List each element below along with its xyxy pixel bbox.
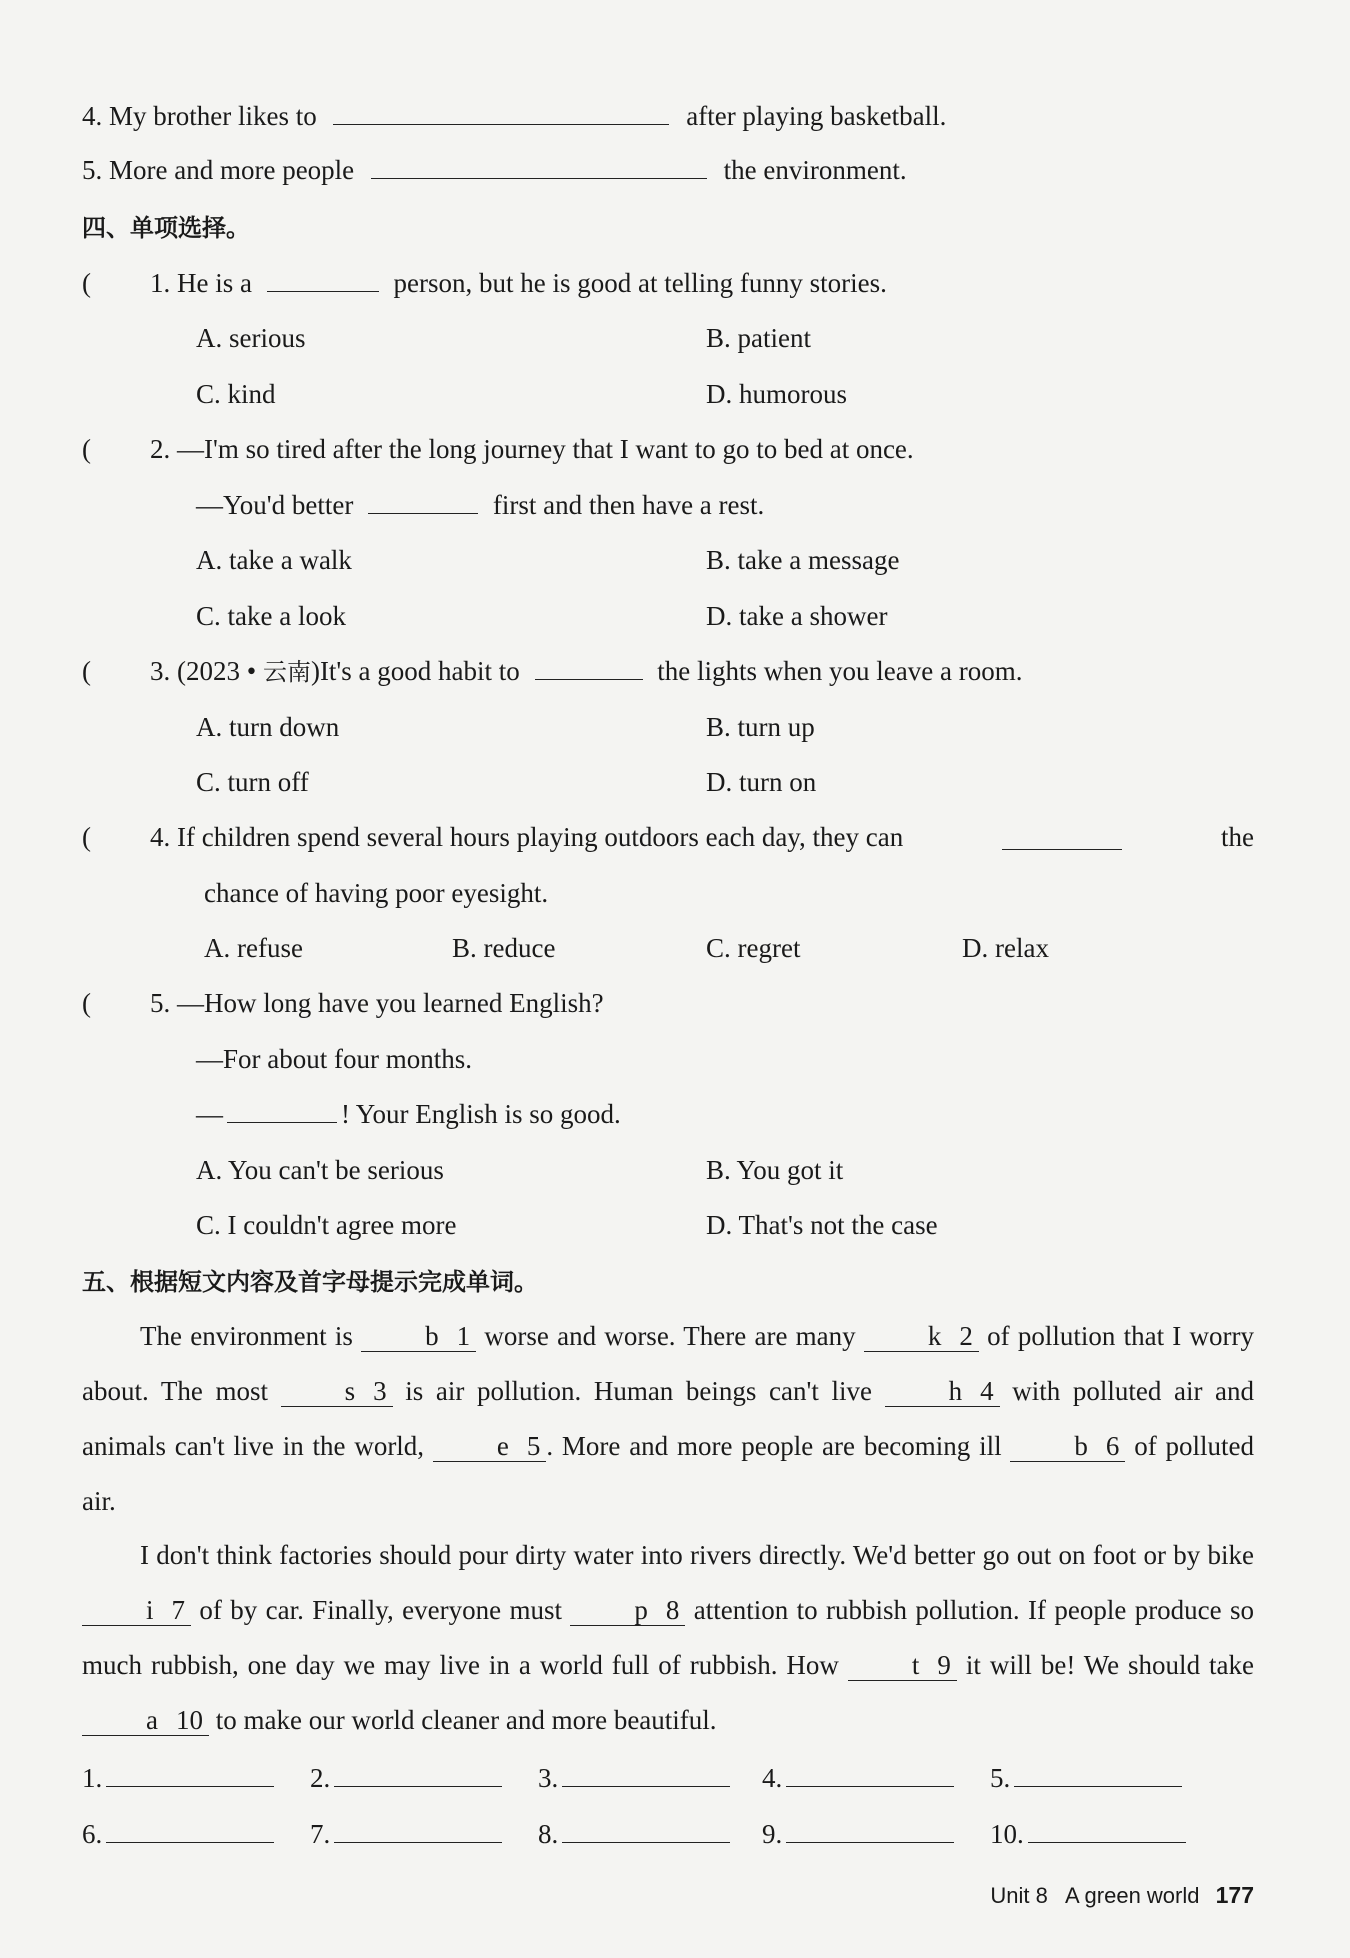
hint-letter: b: [425, 1321, 439, 1351]
hint-blank-9[interactable]: [848, 1650, 957, 1681]
hint-letter: a: [146, 1705, 158, 1735]
passage-text: to make our world cleaner and more beautiful.: [215, 1705, 717, 1735]
question-text: 3. (2023 •: [150, 656, 263, 686]
hint-letter: t: [911, 1650, 920, 1680]
answer-blank[interactable]: [786, 1816, 954, 1843]
question-text: the lights when you leave a room.: [657, 656, 1023, 686]
hint-number: 4: [980, 1376, 994, 1406]
hint-number: 9: [937, 1650, 951, 1680]
hint-blank-4[interactable]: [885, 1376, 1000, 1407]
question-text: 4. If children spend several hours playing outdoors each day, they can: [150, 822, 904, 852]
hint-letter: b: [1074, 1431, 1088, 1461]
answer-number: 4.: [762, 1763, 783, 1793]
answer-line-10: [990, 1814, 1186, 1854]
section-4-title: 四、单项选择。: [82, 214, 250, 242]
hint-number: 5: [526, 1431, 541, 1461]
question-text: the: [1220, 822, 1254, 852]
answer-line-5: [990, 1758, 1182, 1798]
mc-question-2-line2: [196, 485, 764, 525]
region-label: 云南: [262, 658, 311, 686]
page-footer: [990, 1882, 1254, 1909]
option-b[interactable]: B. reduce: [452, 933, 556, 963]
answer-line-4: [762, 1758, 954, 1798]
answer-blank[interactable]: [535, 653, 643, 680]
hint-letter: h: [948, 1376, 963, 1406]
hint-blank-1[interactable]: [361, 1321, 476, 1352]
passage-paragraph-1: [82, 1309, 1254, 1529]
hint-blank-10[interactable]: [82, 1705, 209, 1736]
page-number: 177: [1215, 1882, 1254, 1908]
answer-paren[interactable]: (: [82, 268, 91, 298]
answer-paren[interactable]: (: [82, 434, 91, 464]
answer-blank[interactable]: [1002, 823, 1122, 850]
mc-question-2: 2. —I'm so tired after the long journey that I want to go to bed at once.: [150, 434, 914, 464]
passage-text: of by car. Finally, everyone must: [199, 1595, 562, 1625]
answer-line-1: [82, 1758, 274, 1798]
answer-number: 9.: [762, 1819, 783, 1849]
passage-text: . More and more people are becoming ill: [546, 1431, 1002, 1461]
hint-blank-2[interactable]: [864, 1321, 979, 1352]
hint-number: 3: [373, 1376, 387, 1406]
hint-blank-3[interactable]: [281, 1376, 393, 1407]
answer-line-7: [310, 1814, 502, 1854]
section-5-title: 五、根据短文内容及首字母提示完成单词。: [82, 1268, 538, 1296]
passage-text: The environment is: [140, 1321, 353, 1351]
option-d[interactable]: D. humorous: [706, 379, 847, 409]
mc-question-5-line2: —For about four months.: [196, 1044, 472, 1074]
answer-number: 7.: [310, 1819, 331, 1849]
answer-blank[interactable]: [1028, 1816, 1186, 1843]
answer-blank[interactable]: [106, 1760, 274, 1787]
option-d[interactable]: D. take a shower: [706, 601, 888, 631]
answer-number: 6.: [82, 1819, 103, 1849]
hint-number: 8: [665, 1595, 680, 1625]
answer-line-3: [538, 1758, 730, 1798]
hint-letter: s: [344, 1376, 356, 1406]
answer-number: 5.: [990, 1763, 1011, 1793]
passage-text: of polluted air.: [82, 1431, 1255, 1516]
option-b[interactable]: B. You got it: [706, 1155, 844, 1185]
passage-text: is air pollution. Human beings can't live: [405, 1376, 872, 1406]
answer-number: 3.: [538, 1763, 559, 1793]
question-text: —You'd better: [196, 490, 354, 520]
mc-question-3: [150, 651, 1022, 692]
option-b[interactable]: B. take a message: [706, 545, 900, 575]
answer-blank[interactable]: [333, 98, 669, 125]
option-b[interactable]: B. turn up: [706, 712, 815, 742]
unit-title: A green world: [1064, 1883, 1200, 1908]
question-text: ! Your English is so good.: [341, 1099, 621, 1129]
answer-line-2: [310, 1758, 502, 1798]
answer-line-8: [538, 1814, 730, 1854]
hint-number: 7: [171, 1595, 186, 1625]
question-text: 1. He is a: [150, 268, 252, 298]
option-a[interactable]: A. serious: [196, 323, 306, 353]
answer-blank[interactable]: [267, 265, 379, 292]
answer-blank[interactable]: [786, 1760, 954, 1787]
passage-text: with polluted air and animals can't live in the world,: [82, 1376, 1255, 1461]
option-a[interactable]: A. You can't be serious: [196, 1155, 444, 1185]
option-a[interactable]: A. take a walk: [196, 545, 352, 575]
hint-blank-5[interactable]: [433, 1431, 546, 1462]
passage-text: I don't think factories should pour dirty water into rivers directly. We'd better go out on foot or by bike: [140, 1540, 1254, 1570]
answer-number: 1.: [82, 1763, 103, 1793]
item-text: the environment.: [723, 155, 907, 185]
answer-line-9: [762, 1814, 954, 1854]
hint-letter: p: [634, 1595, 648, 1625]
question-text: person, but he is good at telling funny stories.: [393, 268, 887, 298]
passage-text: attention to rubbish pollution. If people produce so much rubbish, one day we may live in a world full of rubbish. How: [82, 1595, 1255, 1680]
answer-number: 8.: [538, 1819, 559, 1849]
option-c[interactable]: C. kind: [196, 379, 276, 409]
passage-text: of pollution that I worry about. The most: [82, 1321, 1255, 1406]
hint-blank-6[interactable]: [1010, 1431, 1125, 1462]
answer-paren[interactable]: (: [82, 988, 91, 1018]
answer-paren[interactable]: (: [82, 822, 91, 852]
option-c[interactable]: C. I couldn't agree more: [196, 1210, 457, 1240]
hint-blank-7[interactable]: [82, 1595, 191, 1626]
question-text: )It's a good habit to: [310, 656, 520, 686]
hint-number: 2: [959, 1321, 973, 1351]
option-d[interactable]: D. That's not the case: [706, 1210, 938, 1240]
mc-question-4: [150, 817, 1254, 857]
answer-blank[interactable]: [368, 487, 478, 514]
mc-question-1: [150, 263, 887, 303]
hint-number: 10: [175, 1705, 203, 1735]
passage-text: it will be! We should take: [965, 1650, 1254, 1680]
answer-blank[interactable]: [106, 1816, 274, 1843]
item-number: 4.: [82, 101, 103, 131]
option-b[interactable]: B. patient: [706, 323, 811, 353]
passage-text: worse and worse. There are many: [484, 1321, 856, 1351]
answer-blank[interactable]: [227, 1096, 337, 1123]
mc-question-5: 5. —How long have you learned English?: [150, 988, 604, 1018]
mc-question-4-line2: chance of having poor eyesight.: [204, 878, 549, 908]
option-c[interactable]: C. take a look: [196, 601, 346, 631]
option-a[interactable]: A. turn down: [196, 712, 340, 742]
answer-blank[interactable]: [371, 152, 707, 179]
hint-letter: k: [927, 1321, 942, 1351]
hint-number: 1: [456, 1321, 471, 1351]
fill-item-5: [82, 150, 907, 190]
answer-blank[interactable]: [334, 1760, 502, 1787]
unit-label: Unit 8: [990, 1883, 1048, 1908]
option-d[interactable]: D. turn on: [706, 767, 817, 797]
item-text: after playing basketball.: [686, 101, 947, 131]
answer-number: 10.: [990, 1819, 1024, 1849]
answer-blank[interactable]: [1014, 1760, 1182, 1787]
item-text: More and more people: [109, 155, 355, 185]
hint-blank-8[interactable]: [570, 1595, 685, 1626]
item-number: 5.: [82, 155, 103, 185]
answer-number: 2.: [310, 1763, 331, 1793]
answer-paren[interactable]: (: [82, 656, 91, 686]
question-text: —: [196, 1099, 223, 1129]
option-d[interactable]: D. relax: [962, 933, 1049, 963]
answer-line-6: [82, 1814, 274, 1854]
option-c[interactable]: C. regret: [706, 933, 801, 963]
answer-blank[interactable]: [334, 1816, 502, 1843]
item-text: My brother likes to: [109, 101, 317, 131]
answer-blank[interactable]: [562, 1816, 730, 1843]
hint-number: 6: [1105, 1431, 1120, 1461]
question-text: first and then have a rest.: [492, 490, 765, 520]
option-c[interactable]: C. turn off: [196, 767, 309, 797]
hint-letter: e: [496, 1431, 509, 1461]
mc-question-5-line3: [196, 1094, 621, 1134]
answer-blank[interactable]: [562, 1760, 730, 1787]
hint-letter: i: [146, 1595, 154, 1625]
fill-item-4: [82, 96, 946, 136]
passage-paragraph-2: [82, 1528, 1254, 1748]
option-a[interactable]: A. refuse: [204, 933, 303, 963]
